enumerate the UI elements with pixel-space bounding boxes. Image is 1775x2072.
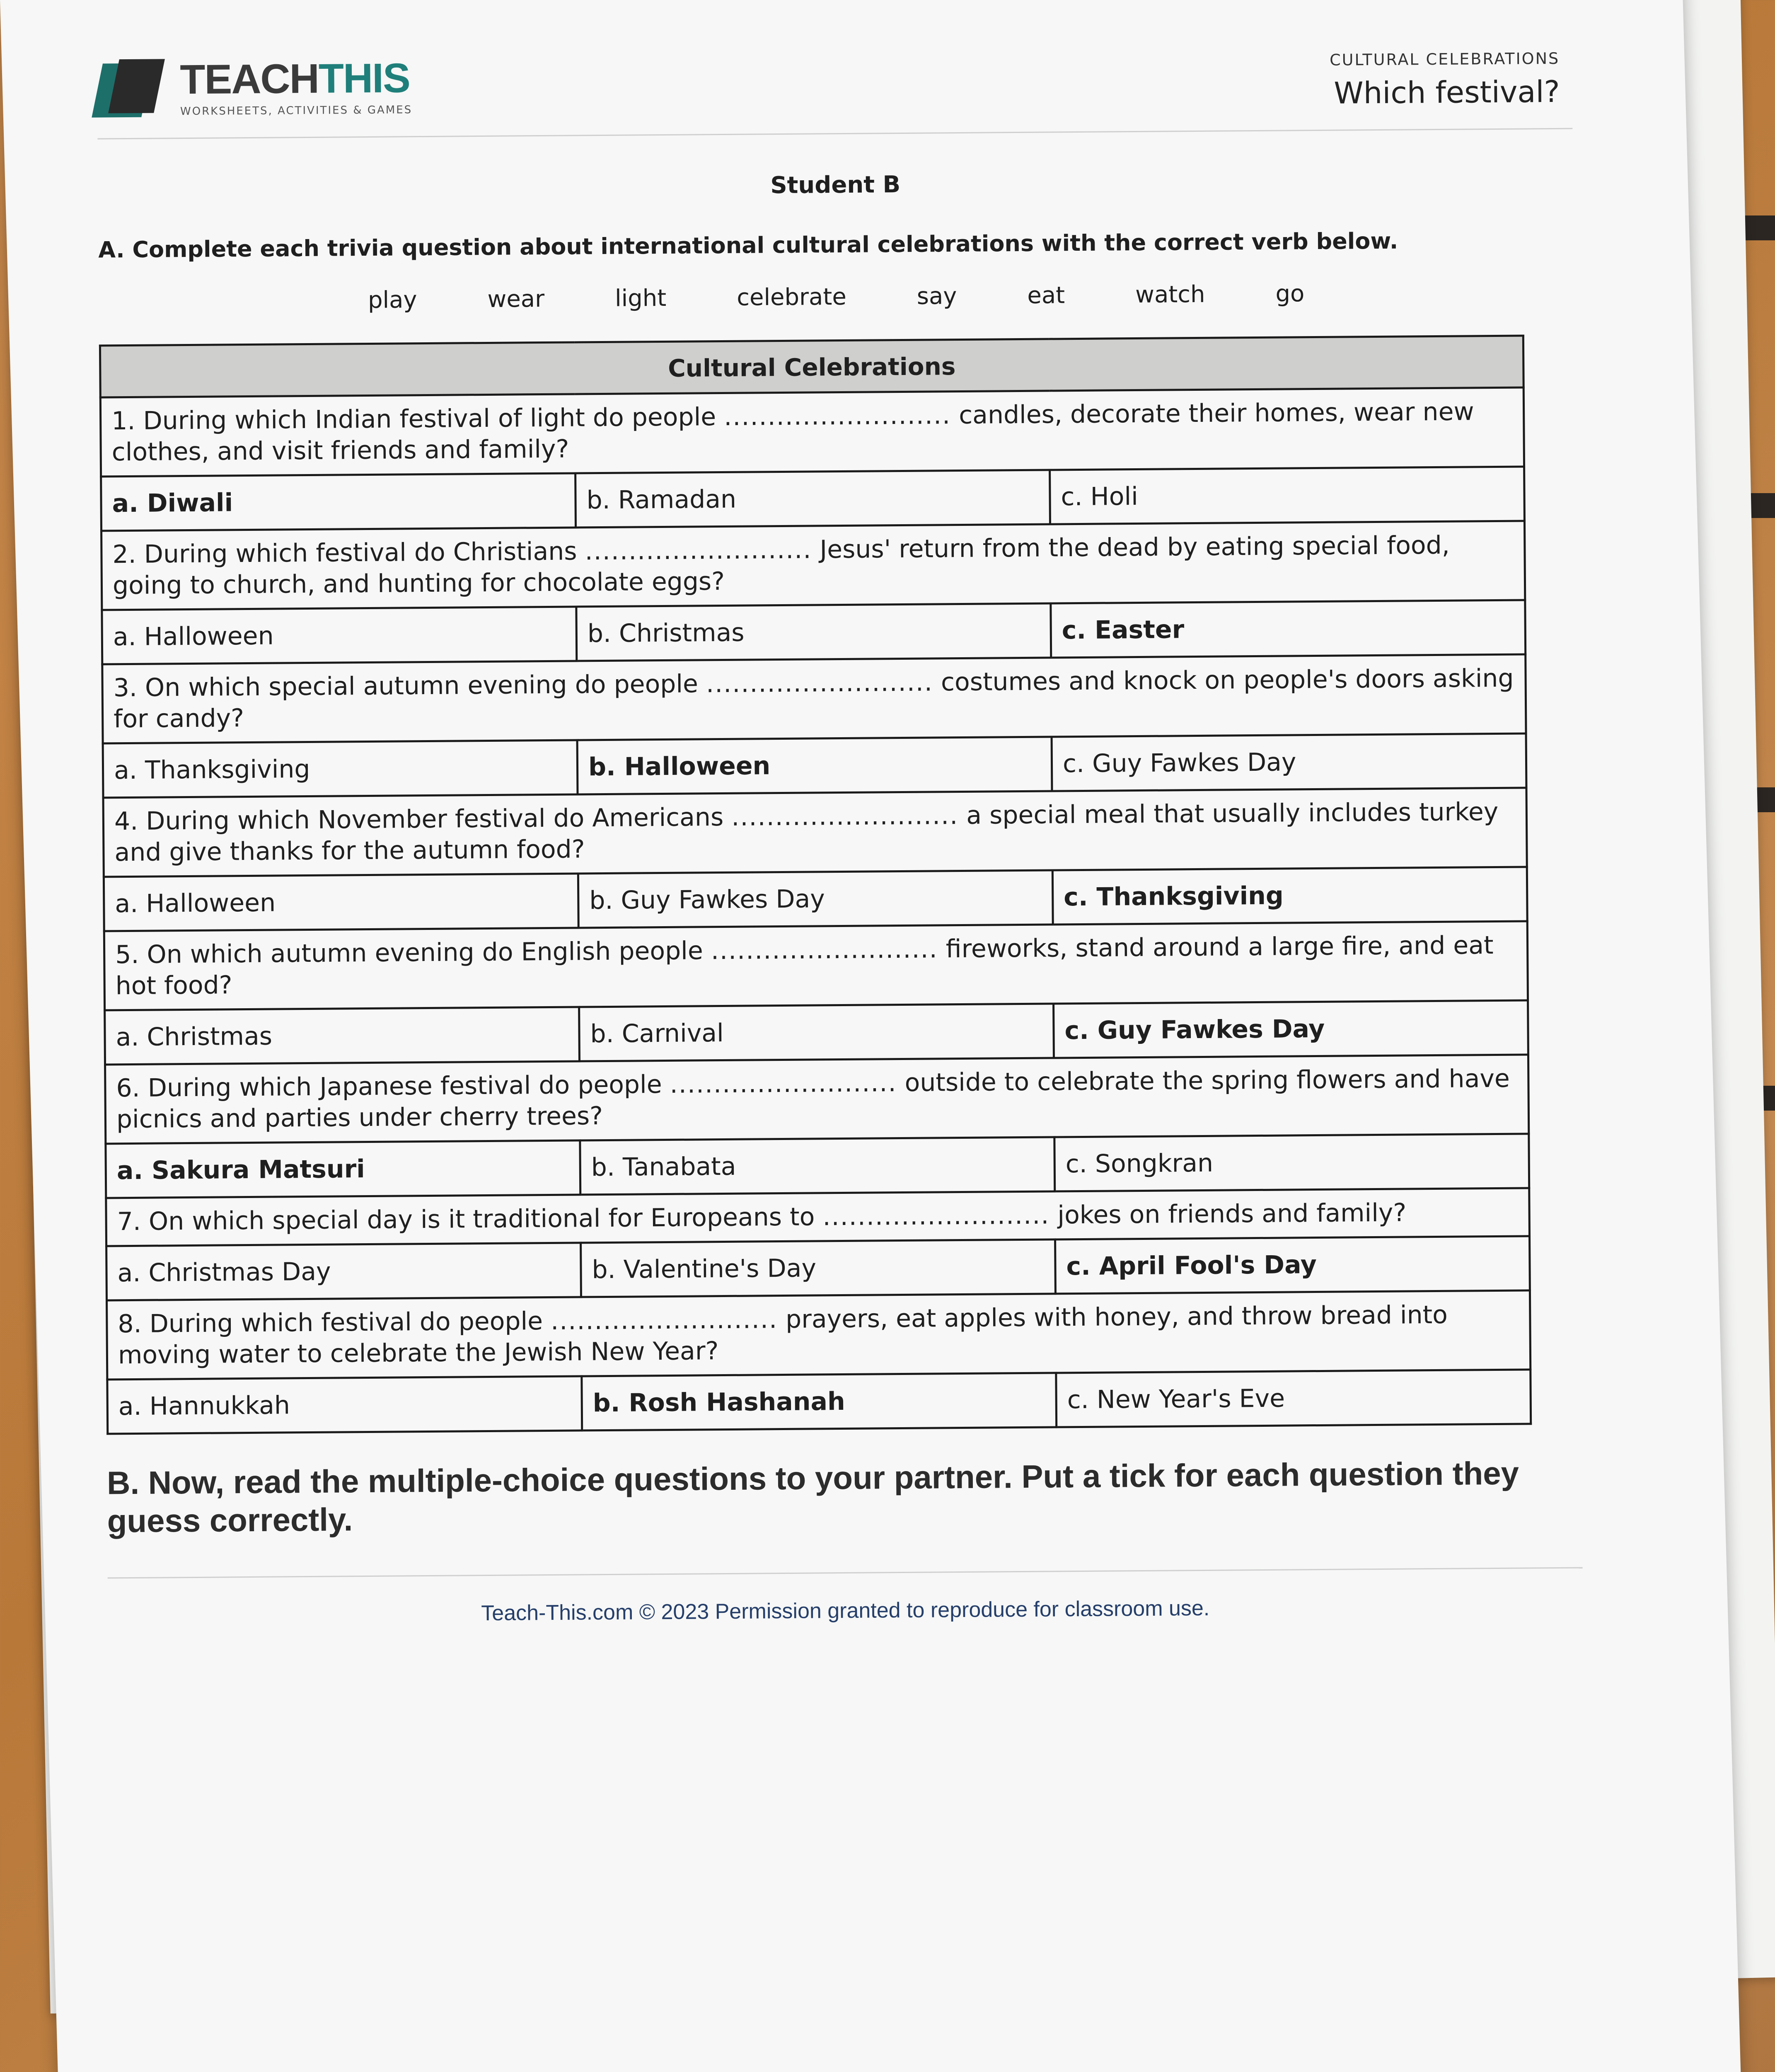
question-text: 3. On which special autumn evening do people .......................... costumes and knock on people's doors asking for candy? [102, 654, 1526, 743]
question-text: 7. On which special day is it traditional for Europeans to .......................... jokes on friends and family? [106, 1188, 1530, 1246]
verb-word: say [917, 282, 957, 310]
student-label: Student B [770, 171, 901, 199]
copyright-footer: Teach-This.com © 2023 Permission granted to reproduce for classroom use. [481, 1596, 1210, 1625]
question-row [102, 521, 1525, 610]
option-a: a. Sakura Matsuri [106, 1140, 580, 1198]
question-text: 2. During which festival do Christians .......................... Jesus' return from the dead by eating special food, going to church, and hunting for chocolate eggs? [102, 521, 1525, 610]
verb-word: light [614, 284, 667, 312]
option-a: a. Halloween [104, 874, 578, 931]
table-title: Cultural Celebrations [100, 336, 1524, 397]
question-row [107, 1290, 1531, 1380]
verb-word: wear [487, 285, 545, 313]
answer-blank: .......................... [550, 1305, 778, 1336]
page-title: Which festival? [1334, 74, 1560, 111]
answer-blank: .......................... [670, 1068, 897, 1099]
question-row [102, 654, 1526, 743]
option-c: c. Guy Fawkes Day [1052, 733, 1526, 791]
option-c: c. Songkran [1054, 1134, 1529, 1191]
verb-bank [99, 278, 1574, 315]
answer-blank: .......................... [706, 668, 933, 699]
verb-word: play [368, 286, 417, 314]
question-row [104, 921, 1528, 1010]
options-row [105, 1000, 1528, 1065]
option-b: b. Christmas [576, 603, 1051, 661]
options-row [104, 867, 1527, 931]
option-b: b. Ramadan [576, 470, 1050, 528]
header-divider [97, 128, 1572, 140]
answer-blank: .......................... [822, 1201, 1050, 1232]
question-text: 8. During which festival do people .......................... prayers, eat apples with honey, and throw bread into moving water to celebrate the Jewish New Year? [107, 1290, 1531, 1380]
question-text: 5. On which autumn evening do English people .......................... fireworks, stand around a large fire, and eat hot food? [104, 921, 1528, 1010]
answer-blank: .......................... [723, 400, 951, 431]
logo-tagline: WORKSHEETS, ACTIVITIES & GAMES [180, 104, 413, 118]
option-a: a. Halloween [102, 607, 577, 664]
worksheet-content [97, 49, 1583, 1629]
verb-word: watch [1135, 281, 1205, 308]
option-a: a. Christmas [105, 1007, 580, 1065]
answer-blank: .......................... [585, 535, 812, 566]
logo-wordmark: TEACHTHIS [180, 55, 410, 103]
category-label: CULTURAL CELEBRATIONS [1330, 49, 1560, 69]
option-a: a. Hannukkah [107, 1376, 582, 1434]
option-b: b. Valentine's Day [581, 1239, 1056, 1297]
question-row [105, 1055, 1529, 1144]
option-c: c. Thanksgiving [1052, 867, 1527, 925]
task-a-instructions: A. Complete each trivia question about international cultural celebrations with the correct verb below. [98, 228, 1398, 263]
option-c: c. Easter [1051, 600, 1526, 658]
option-a: a. Diwali [101, 473, 576, 531]
footer-divider [108, 1567, 1583, 1578]
option-b: b. Tanabata [580, 1137, 1055, 1195]
page-header [1330, 49, 1560, 111]
book-logo-icon [97, 59, 164, 121]
option-a: a. Thanksgiving [103, 740, 578, 798]
question-text: 6. During which Japanese festival do people .......................... outside to celebrate the spring flowers and have picnics and parties under cherry trees? [105, 1055, 1529, 1144]
verb-word: eat [1027, 282, 1065, 309]
options-row [107, 1370, 1531, 1434]
options-row [106, 1134, 1529, 1198]
quiz-table [99, 334, 1532, 1435]
option-b: b. Carnival [579, 1004, 1054, 1061]
verb-word: celebrate [736, 283, 847, 311]
task-b-instructions: B. Now, read the multiple-choice questions to your partner. Put a tick for each question they guess correctly. [106, 1455, 1519, 1539]
question-text: 4. During which November festival do Americans .......................... a special meal that usually includes turkey and give thanks for the autumn food? [103, 788, 1527, 877]
options-row [103, 733, 1526, 798]
question-text: 1. During which Indian festival of light do people .......................... candles, decorate their homes, wear new clothes, and visit friends and family? [100, 387, 1524, 477]
option-b: b. Guy Fawkes Day [578, 870, 1053, 928]
question-row [103, 788, 1527, 877]
option-c: c. New Year's Eve [1056, 1370, 1531, 1427]
options-row [106, 1236, 1530, 1300]
option-a: a. Christmas Day [106, 1243, 581, 1300]
verb-word: go [1275, 280, 1305, 307]
option-c: c. Guy Fawkes Day [1054, 1000, 1528, 1058]
answer-blank: .......................... [711, 934, 938, 966]
option-c: c. April Fool's Day [1055, 1236, 1530, 1294]
options-row [101, 467, 1525, 531]
answer-blank: .......................... [731, 801, 959, 832]
option-b: b. Halloween [577, 737, 1052, 794]
option-b: b. Rosh Hashanah [582, 1373, 1057, 1431]
options-row [102, 600, 1526, 664]
option-c: c. Holi [1050, 467, 1525, 524]
question-row [100, 387, 1524, 477]
